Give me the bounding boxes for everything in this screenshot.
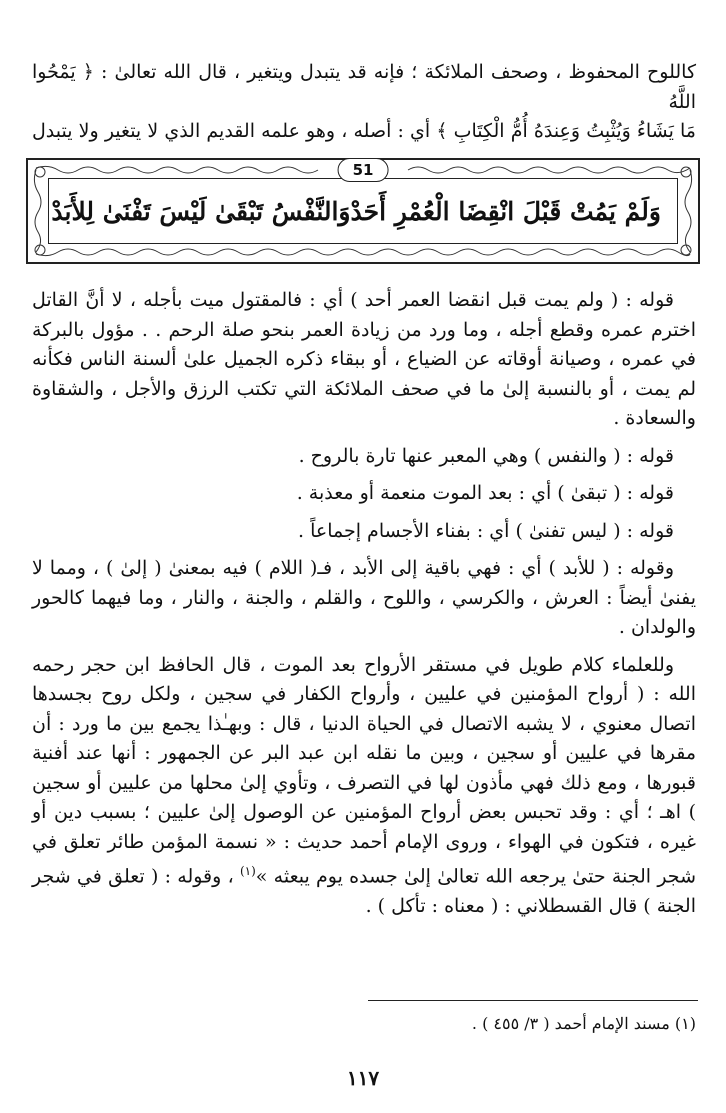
- commentary-paragraph: قوله : ( ليس تفنىٰ ) أي : بفناء الأجسام إجماعاً .: [298, 519, 674, 542]
- commentary-paragraph: قوله : ( ولم يمت قبل انقضا العمر أحد ) أي : فالمقتول ميت بأجله ، لا أنَّ القاتل اخترم عمره وقطع أجله ، وما ورد من زيادة العمر بنحو صلة الرحم . . مؤول بالبركة في عمره ، وصيانة أوقاته عن الضياع ، أو ببقاء ذكره الجميل علىٰ ألسنة الناس فكأنه لم يمت ، أو بالنسبة إلىٰ ما في صحف الملائكة التي تكتب الرزق والأجل ، والشقاوة والسعادة .: [32, 289, 696, 429]
- verse-hemistich-right: وَلَمْ يَمُتْ قَبْلَ انْقِضَا الْعُمْرِ أَحَدْ: [350, 196, 661, 226]
- paragraph-text-end: ، وقوله : ( تعلق في شجر الجنة ) قال القسطلاني : ( معناه : تأكل ) .: [32, 865, 696, 917]
- verse-hemistich-left: وَالنَّفْسُ تَبْقَىٰ لَيْسَ تَفْنَىٰ لِلأَبَدْ: [51, 196, 351, 226]
- intro-line: مَا يَشَاءُ وَيُثْبِتُ وَعِندَهُ أُمُّ الْكِتَابِ ﴾ أي : أصله ، وهو علمه القديم الذي لا يتغير ولا يتبدل: [32, 120, 696, 142]
- paragraph-text: وللعلماء كلام طويل في مستقر الأرواح بعد الموت ، قال الحافظ ابن حجر رحمه الله : ( أرواح المؤمنين في عليين ، وأرواح الكفار في سجين ، ولكل روح بجسدها اتصال معنوي ، لا يشبه الاتصال في الحياة الدنيا ، قال : وبهـٰذا يجمع بين ما ورد : أن مقرها في عليين أو سجين ، وبين ما نقله ابن عبد البر عن الجمهور : أنها عند أفنية قبورها ، ومع ذلك فهي مأذون لها في التصرف ، وتأوي إلىٰ محلها من عليين أو سجين ) اهـ ؛ أي : وقد تحبس بعض أرواح المؤمنين عن الوصول إلىٰ عليين ؛ بسبب دين أو غيره ، فتكون في الهواء ، وروى الإمام أحمد حديث : « نسمة المؤمن طائر تعلق في شجر الجنة حتىٰ يرجعه الله تعالىٰ إلىٰ جسده يوم يبعثه »: [32, 653, 696, 888]
- commentary-paragraph: وقوله : ( للأبد ) أي : فهي باقية إلى الأبد ، فـ( اللام ) فيه بمعنىٰ ( إلىٰ ) ، ومما لا يفنىٰ أيضاً : العرش ، والكرسي ، واللوح ، والقلم ، والجنة ، والنار ، وما فيهما كالحور والولدان .: [32, 557, 696, 638]
- footnote-divider: [368, 1000, 698, 1001]
- commentary-paragraph: قوله : ( تبقىٰ ) أي : بعد الموت منعمة أو معذبة .: [296, 482, 674, 504]
- commentary-paragraph: قوله : ( والنفس ) وهي المعبر عنها تارة بالروح .: [298, 444, 674, 467]
- verse-box: [48, 178, 678, 244]
- footnote: (١) مسند الإمام أحمد ( ٣/ ٤٥٥ ) .: [471, 1014, 696, 1033]
- page-number: ١١٧: [346, 1066, 380, 1090]
- verse-number-badge: 51: [338, 158, 389, 182]
- commentary-paragraph: [32, 651, 696, 922]
- footnote-reference: (١): [239, 864, 256, 878]
- commentary-text: [32, 286, 696, 921]
- intro-line: كاللوح المحفوظ ، وصحف الملائكة ؛ فإنه قد يتبدل ويتغير ، قال الله تعالىٰ : ﴿ يَمْحُوا اللَّهُ: [32, 61, 696, 113]
- verse-frame: [26, 158, 700, 264]
